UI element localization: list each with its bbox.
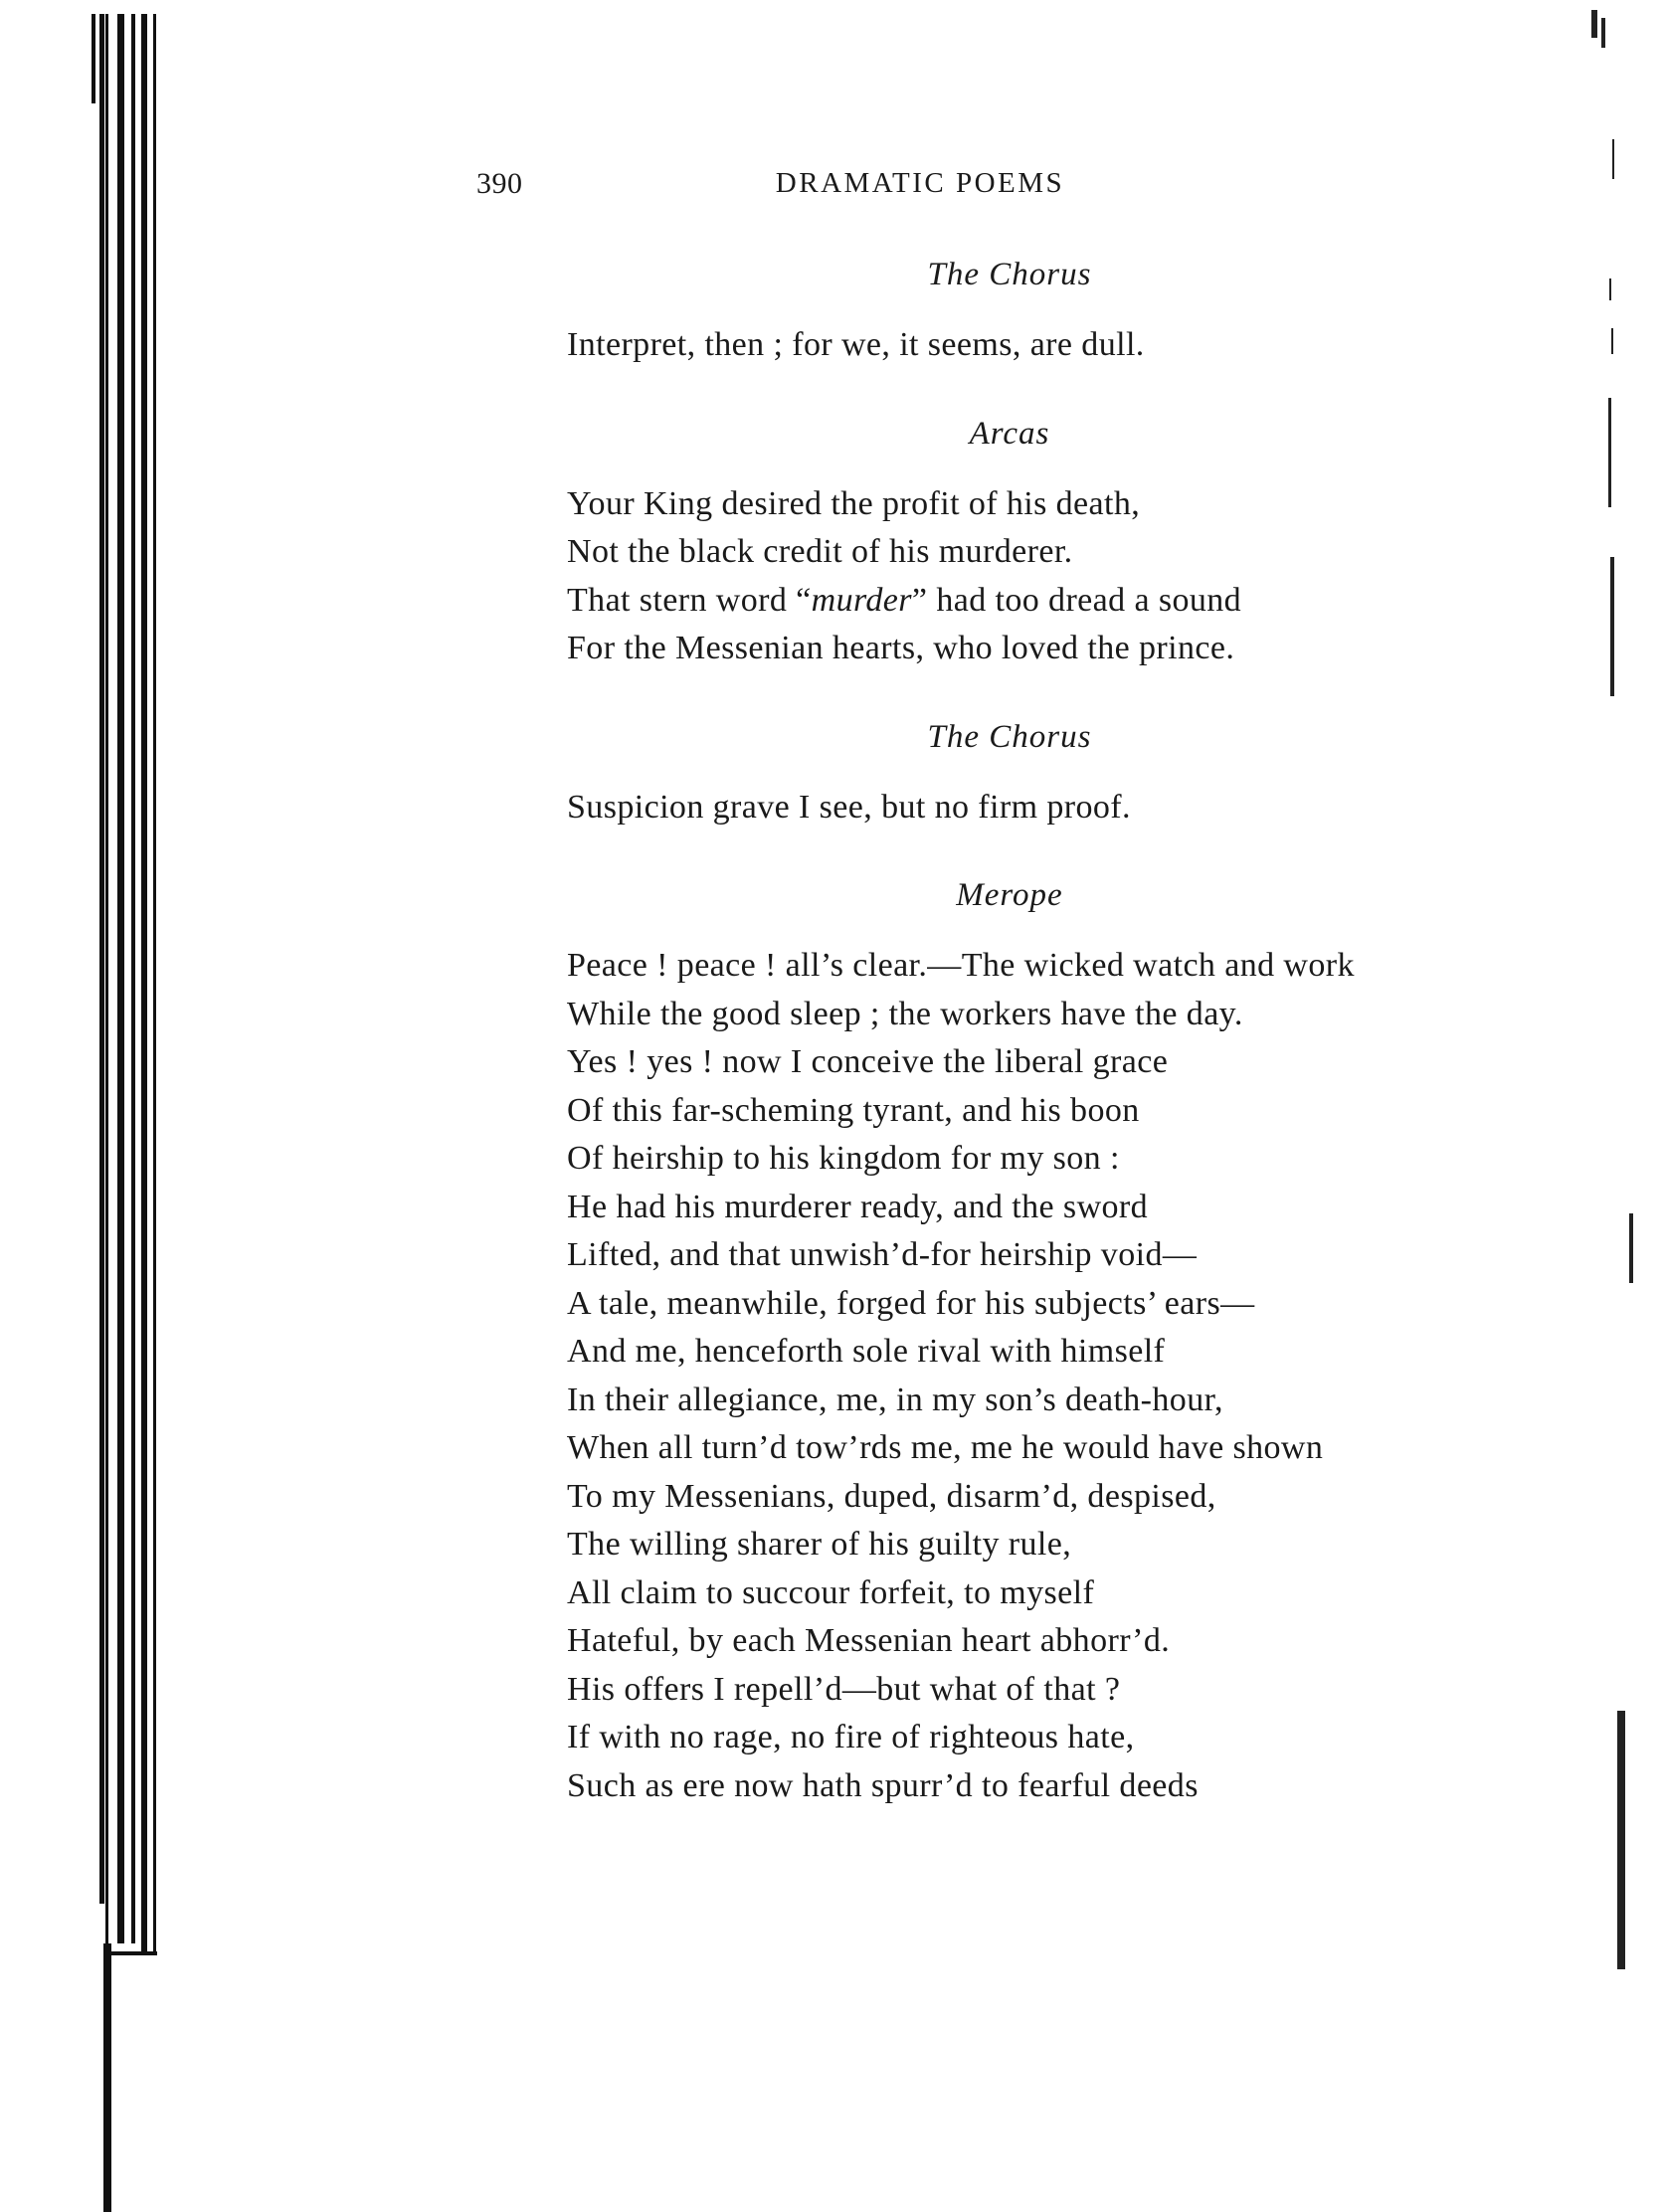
speaker-heading: Merope xyxy=(956,877,1063,913)
verse-line: Of this far-scheming tyrant, and his boon xyxy=(567,1091,1140,1129)
verse-line: Interpret, then ; for we, it seems, are dull. xyxy=(567,326,1145,363)
verse-line: He had his murderer ready, and the sword xyxy=(567,1188,1149,1225)
verse-line: Hateful, by each Messenian heart abhorr’d. xyxy=(567,1622,1171,1659)
verse-block xyxy=(567,480,1562,673)
verse-line: For the Messenian hearts, who loved the prince. xyxy=(567,630,1235,666)
verse-line: When all turn’d tow’rds me, me he would have shown xyxy=(567,1429,1324,1466)
verse-line: Lifted, and that unwish’d-for heirship void— xyxy=(567,1236,1198,1273)
verse-line: Suspicion grave I see, but no firm proof. xyxy=(567,788,1131,826)
verse-line: All claim to succour forfeit, to myself xyxy=(567,1573,1095,1611)
verse-line: In their allegiance, me, in my son’s death-hour, xyxy=(567,1381,1223,1418)
poem-body xyxy=(567,257,1562,1810)
verse-line: A tale, meanwhile, forged for his subjects’ ears— xyxy=(567,1284,1255,1322)
speaker-heading: The Chorus xyxy=(927,257,1092,292)
verse-line: The willing sharer of his guilty rule, xyxy=(567,1526,1072,1563)
verse-line: That stern word “murder” had too dread a sound xyxy=(567,581,1242,619)
verse-block xyxy=(567,321,1562,370)
verse-line: While the good sleep ; the workers have the day. xyxy=(567,995,1243,1032)
verse-block xyxy=(567,942,1562,1810)
running-head: DRAMATIC POEMS xyxy=(775,167,1065,199)
verse-block xyxy=(567,784,1562,832)
page-number: 390 xyxy=(476,167,523,200)
speaker-heading: The Chorus xyxy=(927,718,1092,755)
verse-line: To my Messenians, duped, disarm’d, despised, xyxy=(567,1477,1216,1515)
verse-line: Yes ! yes ! now I conceive the liberal grace xyxy=(567,1043,1169,1080)
verse-line: If with no rage, no fire of righteous hate, xyxy=(567,1719,1135,1755)
verse-line: Such as ere now hath spurr’d to fearful deeds xyxy=(567,1766,1199,1804)
verse-line: Of heirship to his kingdom for my son : xyxy=(567,1140,1120,1177)
verse-line: His offers I repell’d—but what of that ? xyxy=(567,1670,1121,1708)
speaker-heading: Arcas xyxy=(969,415,1050,452)
verse-line: Not the black credit of his murderer. xyxy=(567,533,1073,570)
verse-line: Your King desired the profit of his death, xyxy=(567,484,1141,522)
verse-line: Peace ! peace ! all’s clear.—The wicked watch and work xyxy=(567,947,1355,984)
verse-line: And me, henceforth sole rival with himself xyxy=(567,1333,1166,1370)
emphasized-word: murder xyxy=(811,581,912,619)
binding-edge xyxy=(92,14,179,2202)
